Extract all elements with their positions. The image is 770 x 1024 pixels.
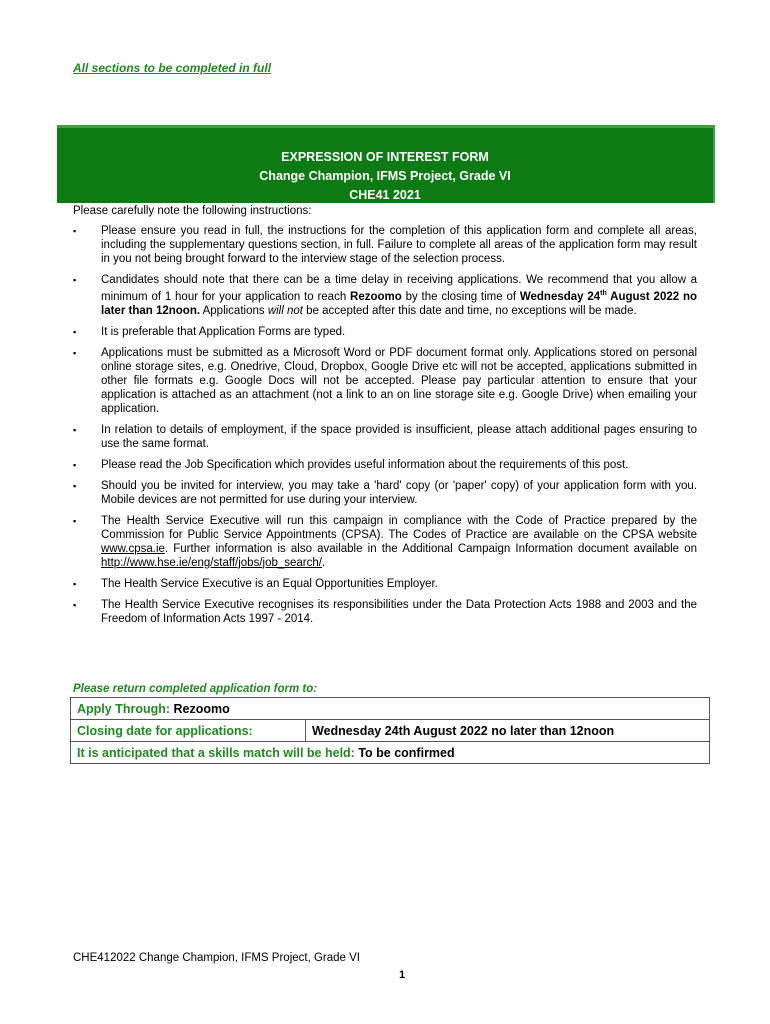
bullet-icon: ▪ — [73, 326, 77, 337]
bullet-icon: ▪ — [73, 599, 77, 610]
instructions-note: All sections to be completed in full — [73, 61, 272, 75]
list-item: ▪ In relation to details of employment, if the space provided is insufficient, please attach additional pages ensuring to use the same format. — [73, 423, 697, 450]
cpsa-link[interactable]: www.cpsa.ie — [101, 542, 165, 555]
form-title-banner — [57, 125, 715, 203]
bullet-icon: ▪ — [73, 275, 77, 285]
hse-jobs-link[interactable]: http://www.hse.ie/eng/staff/jobs/job_search/ — [101, 556, 322, 569]
list-item: ▪ The Health Service Executive will run this campaign in compliance with the Code of Practice prepared by the Commission for Public Service Appointments (CPSA). The Codes of Practice are available on the CPSA website www.cpsa.ie. Further information is also available in the Additional Campaign Information document available on http://www.hse.ie/eng/staff/jobs/job_search/. — [73, 514, 697, 569]
closing-date-label: Closing date for applications: — [71, 720, 306, 742]
application-details-table — [70, 697, 710, 764]
table-row — [71, 742, 710, 764]
bullet-icon: ▪ — [73, 226, 77, 236]
list-item: ▪ Candidates should note that there can be a time delay in receiving applications. We recommend that you allow a minimum of 1 hour for your application to reach Rezoomo by the closing time of Wednesday 24th August 2022 no later than 12noon. Applications will not be accepted after this date and time, no exceptions will be made. — [73, 274, 697, 317]
bullet-icon: ▪ — [73, 515, 77, 526]
bullet-icon: ▪ — [73, 480, 77, 491]
list-item: ▪ Please ensure you read in full, the instructions for the completion of this application form and complete all areas, including the supplementary questions section, in full. Failure to complete all areas of the application form may result in you not being brought forward to the interview stage of the selection process. — [73, 225, 697, 265]
instructions-intro: Please carefully note the following instructions: — [73, 205, 312, 217]
closing-date-value: Wednesday 24th August 2022 no later than 12noon — [306, 720, 710, 742]
bullet-icon: ▪ — [73, 578, 77, 589]
bullet-icon: ▪ — [73, 424, 77, 435]
page-number: 1 — [399, 969, 406, 981]
apply-through-cell: Apply Through: Rezoomo — [71, 698, 710, 720]
list-item: ▪ It is preferable that Application Forms are typed. — [73, 325, 346, 338]
list-item: ▪ Should you be invited for interview, you may take a 'hard' copy (or 'paper' copy) of your application form with you. Mobile devices are not permitted for use during your interview. — [73, 479, 697, 506]
instructions-list — [73, 224, 697, 633]
page-footer: CHE412022 Change Champion, IFMS Project, Grade VI — [73, 952, 361, 964]
bullet-icon: ▪ — [73, 347, 77, 358]
list-item: ▪ Please read the Job Specification which provides useful information about the requirements of this post. — [73, 458, 629, 471]
table-row — [71, 720, 710, 742]
form-subtitle: Change Champion, IFMS Project, Grade VI — [259, 169, 511, 183]
list-item: ▪ The Health Service Executive recognises its responsibilities under the Data Protection Acts 1988 and 2003 and the Freedom of Information Acts 1997 - 2014. — [73, 598, 697, 625]
list-item: ▪ The Health Service Executive is an Equal Opportunities Employer. — [73, 577, 438, 590]
return-instructions-label: Please return completed application form to: — [73, 683, 318, 695]
campaign-reference: CHE41 2021 — [349, 188, 421, 202]
form-title: EXPRESSION OF INTEREST FORM — [281, 150, 489, 164]
list-item: ▪ Applications must be submitted as a Microsoft Word or PDF document format only. Applications stored on personal online storage sites, e.g. Onedrive, Cloud, Dropbox, Google Drive etc will not be accepted, applications submitted in other file formats e.g. Google Docs will not be accepted. Please pay particular attention to ensure that your application is attached as an attachment (not a link to an on line storage site e.g. Google Drive) when emailing your application. — [73, 346, 697, 415]
skills-match-cell: It is anticipated that a skills match will be held: To be confirmed — [71, 742, 710, 764]
bullet-icon: ▪ — [73, 459, 77, 470]
table-row — [71, 698, 710, 720]
